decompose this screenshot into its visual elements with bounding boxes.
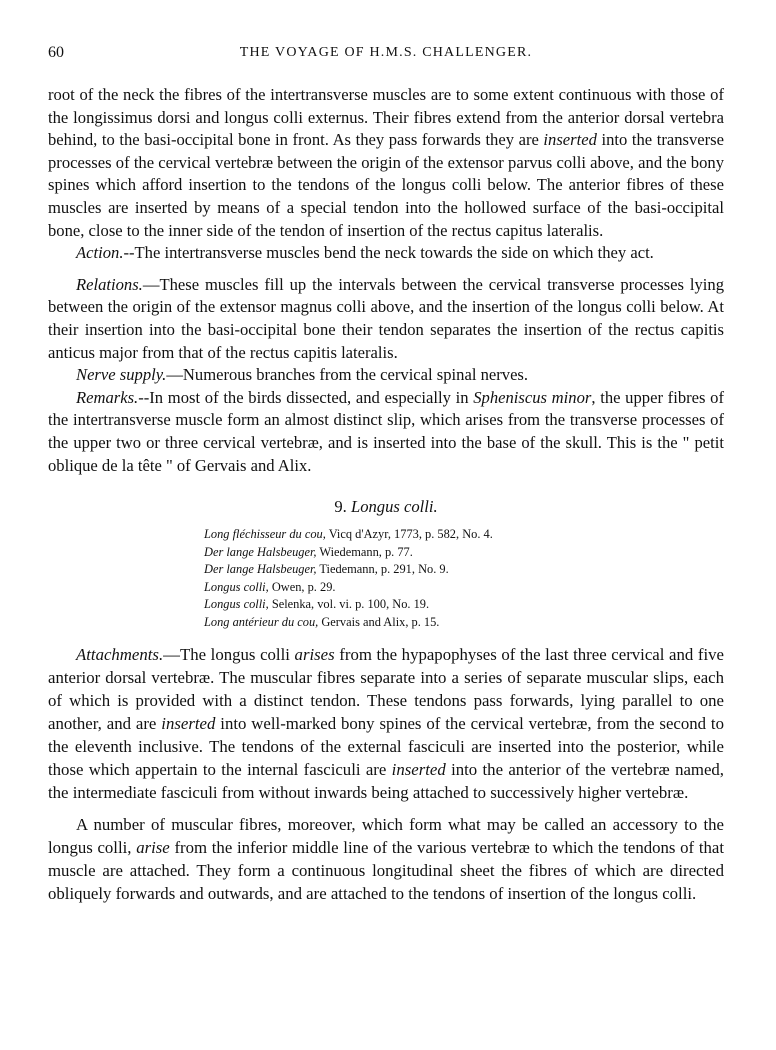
synonym-entry: Long antérieur du cou, Gervais and Alix, p. 15. <box>204 615 440 630</box>
paragraph-remarks: Remarks.--In most of the birds dissected, and especially in Spheniscus minor, the upper fibres of the intertransverse muscle form an almost distinct slip, which arises from the transverse processes of the upper two or three cervical vertebræ, and is inserted into the base of the skull. This is the " petit oblique de la tête " of Gervais and Alix. <box>48 387 724 475</box>
synonym-entry: Longus colli, Selenka, vol. vi. p. 100, No. 19. <box>204 597 430 612</box>
page-header <box>48 44 724 68</box>
section-heading: 9. Longus colli. <box>334 497 438 517</box>
paragraph-accessory: A number of muscular fibres, moreover, which form what may be called an accessory to the longus colli, arise from the inferior middle line of the various vertebræ to which the tendons of that muscle are attached. They form a continuous longitudinal sheet the fibres of which are directed obliquely forwards and outwards, and are attached to the tendons of insertion of the longus colli. <box>48 814 724 903</box>
paragraph-attachments: Attachments.—The longus colli arises from the hypapophyses of the last three cervical and five anterior dorsal vertebræ. The muscular fibres separate into a series of separate muscular slips, each of which is provided with a distinct tendon. These tendons pass forwards, lying parallel to one another, and are inserted into well-marked bony spines of the cervical vertebræ, from the second to the eleventh inclusive. The tendons of the external fasciculi are inserted into the posterior, while those which appertain to the internal fasciculi are inserted into the anterior of the vertebræ named, the intermediate fasciculi from without inwards being attached to successively higher vertebræ. <box>48 644 724 802</box>
synonym-entry: Longus colli, Owen, p. 29. <box>204 579 336 594</box>
paragraph-relations: Relations.—These muscles fill up the intervals between the cervical transverse processes lying between the origin of the extensor magnus colli above, and the insertion of the longus colli below. At their insertion into the basi-occipital bone their tendon separates the insertion of the rectus capitis anticus major from that of the rectus capitis lateralis. <box>48 274 724 362</box>
relations-label: Relations. <box>76 274 143 294</box>
remarks-label: Remarks. <box>76 387 139 407</box>
action-label: Action. <box>76 243 124 263</box>
synonymy-list <box>204 526 724 632</box>
attachments-label: Attachments. <box>76 644 164 664</box>
page-number: 60 <box>48 44 64 61</box>
paragraph-action: Action.--The intertransverse muscles bend the neck towards the side on which they act. <box>76 243 654 263</box>
synonym-entry: Der lange Halsbeuger, Tiedemann, p. 291, No. 9. <box>204 562 449 577</box>
running-title: THE VOYAGE OF H.M.S. CHALLENGER. <box>239 45 533 60</box>
synonym-entry: Der lange Halsbeuger, Wiedemann, p. 77. <box>204 544 413 559</box>
paragraph-intertransverse-continued: root of the neck the fibres of the intertransverse muscles are to some extent continuous with those of the longissimus dorsi and longus colli externus. Their fibres extend from the anterior dorsal vertebra behind, to the basi-occipital bone in front. As they pass forwards they are inserted into the transverse processes of the cervical vertebræ between the origin of the extensor parvus colli above, and the bony spines which afford insertion to the tendons of the longus colli below. The anterior fibres of these muscles are inserted by means of a special tendon into the hollowed surface of the basi-occipital bone, close to the inner side of the tendon of insertion of the rectus capitus lateralis. <box>48 85 724 240</box>
page-body <box>48 84 724 905</box>
species-name: Spheniscus minor <box>473 387 592 407</box>
paragraph-nerve-supply: Nerve supply.—Numerous branches from the cervical spinal nerves. <box>76 365 529 385</box>
synonym-entry: Long fléchisseur du cou, Vicq d'Azyr, 1773, p. 582, No. 4. <box>204 527 493 542</box>
nerve-supply-label: Nerve supply. <box>76 365 167 385</box>
